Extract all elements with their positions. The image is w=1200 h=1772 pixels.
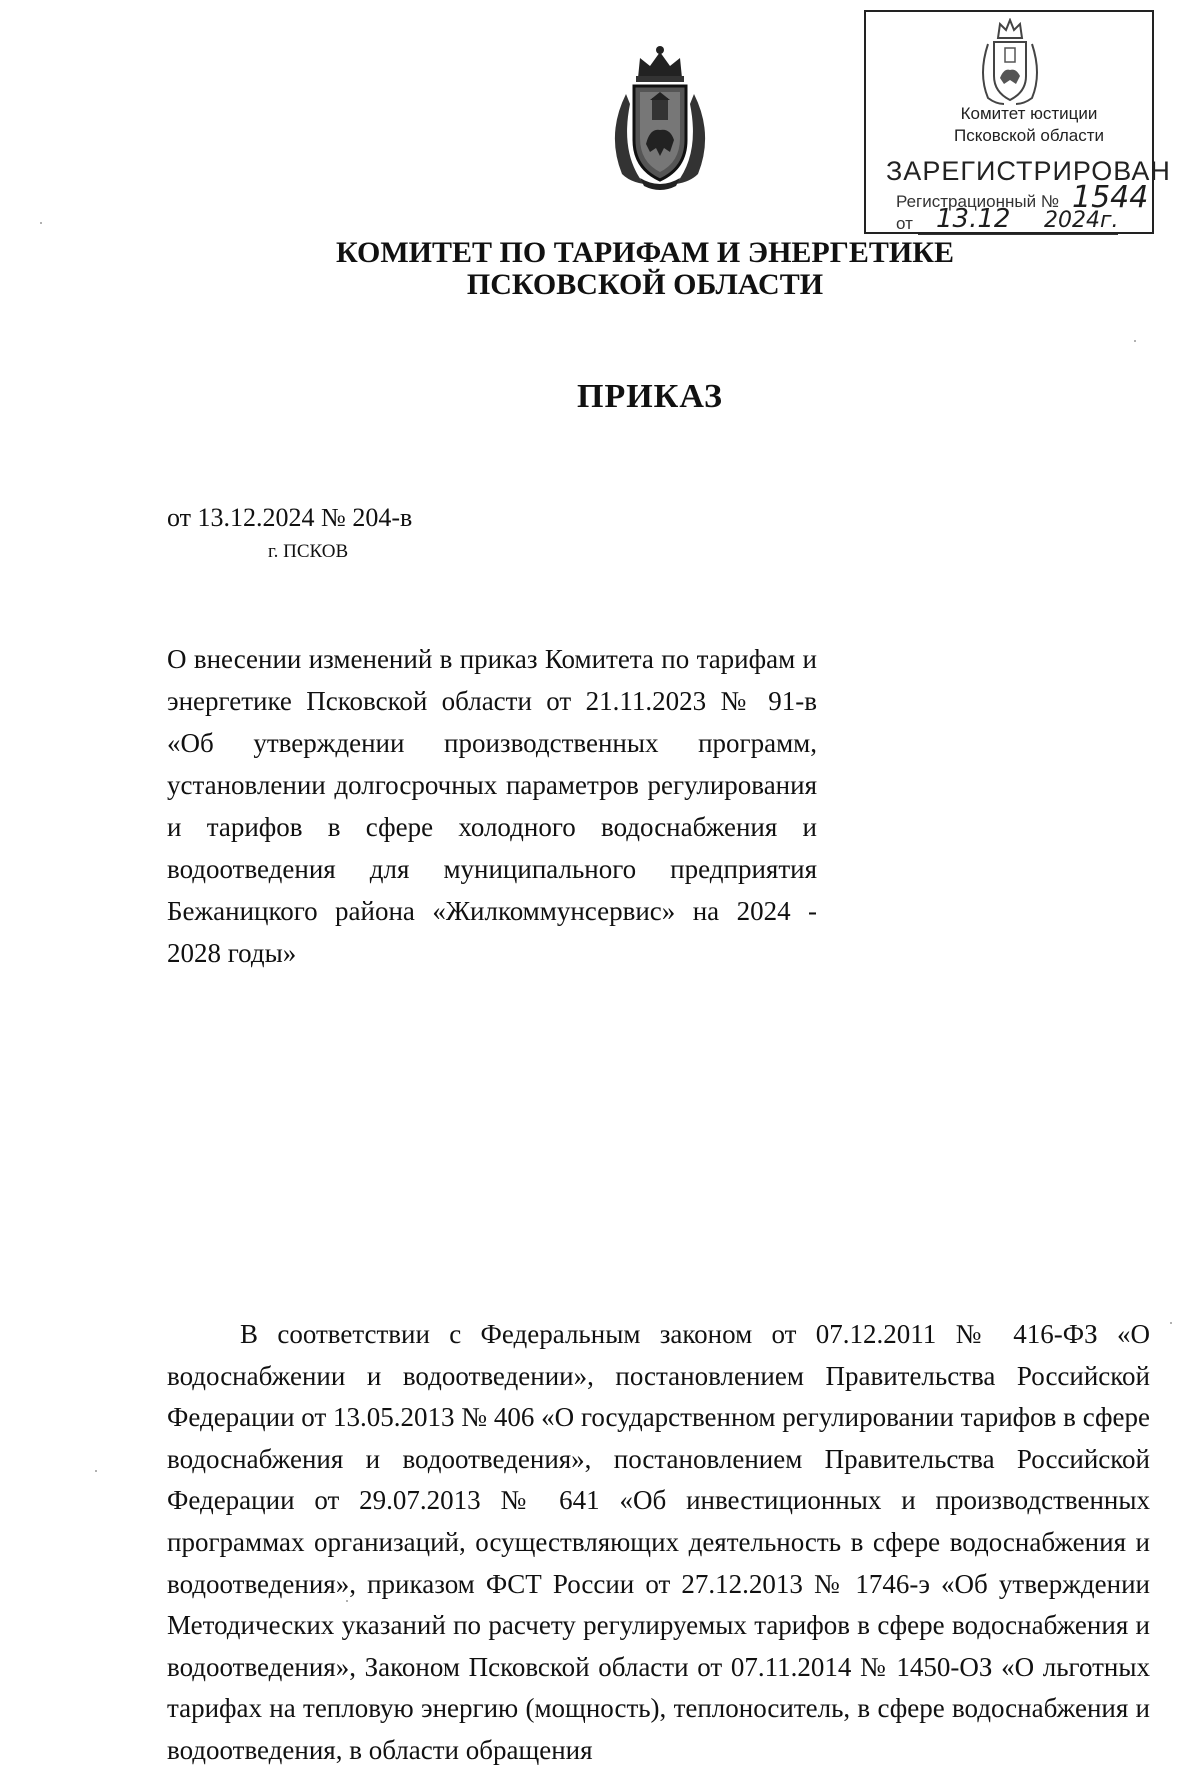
- coat-of-arms-emblem: [600, 44, 720, 192]
- stamp-year-end: г.: [1100, 208, 1119, 233]
- registration-stamp: [864, 10, 1171, 234]
- scan-speck: [95, 1470, 97, 1472]
- order-city: г. ПСКОВ: [268, 541, 349, 562]
- document-title: ПРИКАЗ: [577, 378, 723, 415]
- stamp-date: 13.12: [936, 204, 1011, 234]
- stamp-year-prefix: 20: [1044, 208, 1072, 233]
- order-subject: О внесении изменений в приказ Комитета по тарифам и энергетике Псковской области от 21.11.2023 № 91-в «Об утверждении производственных программ, установлении долгосрочных параметров регулирования и тарифов в сфере холодного водоснабжения и водоотведения для муниципального предприятия Бежаницкого района «Жилкоммунсервис» на 2024 - 2028 годы»: [167, 644, 817, 968]
- stamp-year-suffix: 24: [1072, 208, 1100, 233]
- scan-speck: [1170, 1322, 1172, 1324]
- scan-speck: [1134, 340, 1136, 342]
- scan-speck: [40, 222, 42, 224]
- order-date-number: от 13.12.2024 № 204-в: [167, 503, 413, 532]
- organization-name-line1: КОМИТЕТ ПО ТАРИФАМ И ЭНЕРГЕТИКЕ: [336, 236, 954, 269]
- stamp-emblem-icon: [976, 18, 1044, 110]
- organization-name-line2: ПСКОВСКОЙ ОБЛАСТИ: [466, 268, 824, 301]
- stamp-org-line1: Комитет юстиции: [960, 104, 1098, 123]
- stamp-reg-label: Регистрационный №: [896, 192, 1060, 211]
- scan-speck: [346, 1600, 348, 1602]
- stamp-year: [1044, 208, 1119, 233]
- stamp-org-line2: Псковской области: [953, 126, 1105, 145]
- stamp-from-label: от: [896, 214, 913, 233]
- order-body-paragraph: В соответствии с Федеральным законом от 07.12.2011 № 416-ФЗ «О водоснабжении и водоотведении», постановлением Правительства Российской Федерации от 13.05.2013 № 406 «О государственном регулировании тарифов в сфере водоснабжения и водоотведения», постановлением Правительства Российской Федерации от 29.07.2013 № 641 «Об инвестиционных и производственных программах организаций, осуществляющих деятельность в сфере водоснабжения и водоотведения», приказом ФСТ России от 27.12.2013 № 1746-э «Об утверждении Методических указаний по расчету регулируемых тарифов в сфере водоснабжения и водоотведения», Законом Псковской области от 07.11.2014 № 1450-ОЗ «О льготных тарифах на тепловую энергию (мощность), теплоноситель, в сфере водоснабжения и водоотведения, в области обращения: [167, 1319, 1150, 1765]
- stamp-date-underline: [918, 234, 1118, 235]
- stamp-status: ЗАРЕГИСТРИРОВАН: [886, 156, 1171, 186]
- stamp-reg-number: 1544: [1072, 180, 1149, 215]
